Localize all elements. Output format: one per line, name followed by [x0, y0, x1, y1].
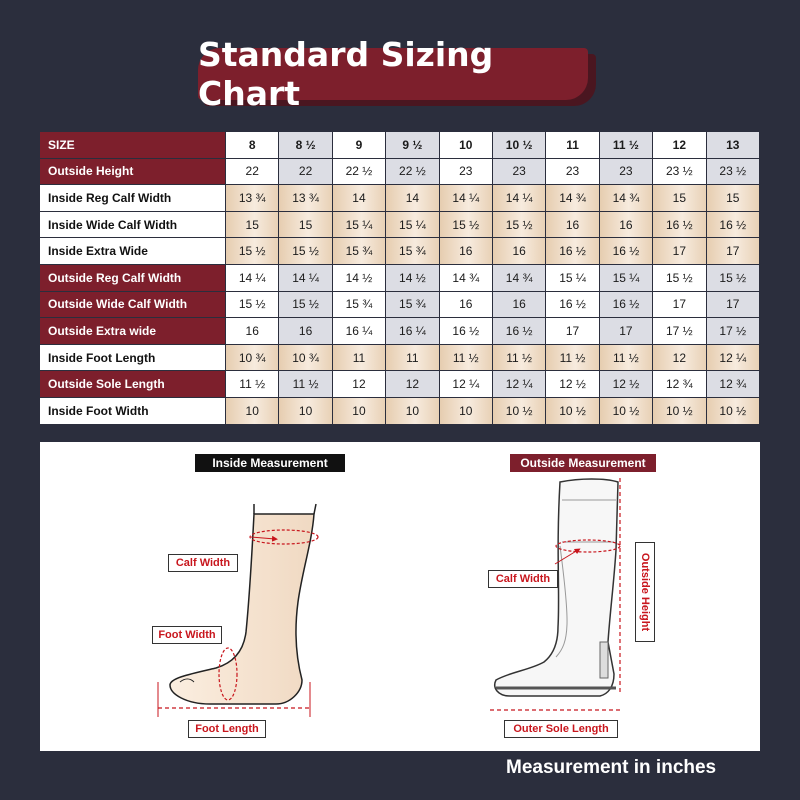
size-header-cell: 8 ½: [279, 132, 332, 159]
table-cell: 12 ¾: [707, 371, 760, 398]
table-cell: 10: [226, 398, 279, 425]
size-header-cell: 11 ½: [600, 132, 653, 159]
outside-height-label-text: Outside Height: [639, 552, 651, 632]
table-cell: 12 ¼: [493, 371, 546, 398]
table-cell: 16 ½: [707, 212, 760, 239]
table-cell: 11 ½: [546, 345, 599, 372]
table-cell: 11 ½: [600, 345, 653, 372]
page-title: Standard Sizing Chart: [198, 48, 588, 100]
table-cell: 14 ¼: [440, 185, 493, 212]
size-header-cell: 11: [546, 132, 599, 159]
table-cell: 14: [386, 185, 439, 212]
table-cell: 14 ¾: [440, 265, 493, 292]
table-cell: 12: [653, 345, 706, 372]
table-cell: 12 ½: [600, 371, 653, 398]
table-cell: 15 ½: [493, 212, 546, 239]
table-cell: 14 ¼: [226, 265, 279, 292]
table-cell: 12 ½: [546, 371, 599, 398]
table-cell: 12: [386, 371, 439, 398]
units-note: Measurement in inches: [506, 757, 717, 778]
table-cell: 23 ½: [707, 159, 760, 186]
table-cell: 16 ½: [600, 238, 653, 265]
table-cell: 15 ½: [226, 238, 279, 265]
table-cell: 16: [546, 212, 599, 239]
table-cell: 15 ½: [440, 212, 493, 239]
table-cell: 15 ½: [707, 265, 760, 292]
table-cell: 16 ½: [546, 238, 599, 265]
table-cell: 17: [546, 318, 599, 345]
table-cell: 14 ¾: [493, 265, 546, 292]
table-cell: 15 ½: [653, 265, 706, 292]
row-label: Inside Foot Width: [40, 398, 226, 425]
table-cell: 22: [279, 159, 332, 186]
table-cell: 22: [226, 159, 279, 186]
table-cell: 10: [386, 398, 439, 425]
table-cell: 16: [279, 318, 332, 345]
table-cell: 16 ½: [440, 318, 493, 345]
table-cell: 23: [493, 159, 546, 186]
table-cell: 11 ½: [279, 371, 332, 398]
outer-sole-length-label: Outer Sole Length: [504, 720, 618, 738]
table-cell: 16: [226, 318, 279, 345]
table-cell: 14 ½: [386, 265, 439, 292]
table-cell: 16: [440, 238, 493, 265]
size-header-cell: 9: [333, 132, 386, 159]
table-cell: 11 ½: [226, 371, 279, 398]
inside-foot-width-label: Foot Width: [152, 626, 222, 644]
size-header-cell: 13: [707, 132, 760, 159]
table-cell: 17: [707, 292, 760, 319]
size-header-cell: 9 ½: [386, 132, 439, 159]
table-cell: 16: [600, 212, 653, 239]
table-row: [40, 159, 760, 186]
table-cell: 17 ½: [653, 318, 706, 345]
outside-measurement-title: Outside Measurement: [510, 454, 656, 472]
table-cell: 11: [333, 345, 386, 372]
table-row: [40, 292, 760, 319]
table-row: [40, 238, 760, 265]
table-cell: 16: [493, 238, 546, 265]
row-label: Inside Extra Wide: [40, 238, 226, 265]
table-cell: 13 ¾: [226, 185, 279, 212]
table-cell: 14 ¼: [279, 265, 332, 292]
table-row: [40, 265, 760, 292]
table-cell: 10 ½: [707, 398, 760, 425]
table-cell: 15 ¼: [546, 265, 599, 292]
leg-illustration: [170, 504, 316, 704]
outside-calf-width-label: Calf Width: [488, 570, 558, 588]
table-cell: 15 ½: [279, 238, 332, 265]
outside-height-label: [635, 542, 655, 642]
table-cell: 11 ½: [440, 345, 493, 372]
table-cell: 10: [440, 398, 493, 425]
table-cell: 15 ¾: [386, 292, 439, 319]
table-cell: 15 ½: [279, 292, 332, 319]
size-header-cell: 8: [226, 132, 279, 159]
measurement-panel: [40, 442, 760, 751]
table-cell: 16 ½: [653, 212, 706, 239]
row-label: Outside Height: [40, 159, 226, 186]
table-cell: 14 ¾: [546, 185, 599, 212]
table-cell: 17: [600, 318, 653, 345]
table-cell: 22 ½: [333, 159, 386, 186]
table-cell: 23 ½: [653, 159, 706, 186]
table-cell: 16 ½: [600, 292, 653, 319]
table-cell: 15 ¼: [386, 212, 439, 239]
table-row: [40, 212, 760, 239]
table-cell: 23: [546, 159, 599, 186]
inside-calf-width-label: Calf Width: [168, 554, 238, 572]
row-label: Outside Sole Length: [40, 371, 226, 398]
table-row: [40, 345, 760, 372]
table-cell: 14: [333, 185, 386, 212]
table-cell: 12 ¾: [653, 371, 706, 398]
table-cell: 10: [279, 398, 332, 425]
table-cell: 15 ¾: [333, 238, 386, 265]
inside-foot-length-label: Foot Length: [188, 720, 266, 738]
table-cell: 15 ¾: [333, 292, 386, 319]
table-cell: 10 ¾: [279, 345, 332, 372]
table-cell: 17: [653, 292, 706, 319]
table-cell: 11: [386, 345, 439, 372]
table-cell: 10: [333, 398, 386, 425]
table-cell: 14 ¼: [493, 185, 546, 212]
row-label: Inside Reg Calf Width: [40, 185, 226, 212]
size-header-label: SIZE: [40, 132, 226, 159]
table-cell: 16 ½: [493, 318, 546, 345]
size-header-row: [40, 132, 760, 159]
table-cell: 10 ½: [493, 398, 546, 425]
sizing-table: [40, 132, 760, 425]
title-banner: [198, 35, 596, 113]
size-header-cell: 10: [440, 132, 493, 159]
row-label: Outside Extra wide: [40, 318, 226, 345]
table-cell: 16: [493, 292, 546, 319]
table-cell: 15: [279, 212, 332, 239]
table-cell: 16 ¼: [386, 318, 439, 345]
table-cell: 17: [707, 238, 760, 265]
table-cell: 12 ¼: [440, 371, 493, 398]
table-cell: 15 ½: [226, 292, 279, 319]
size-header-cell: 12: [653, 132, 706, 159]
table-cell: 16 ¼: [333, 318, 386, 345]
row-label: Outside Reg Calf Width: [40, 265, 226, 292]
table-cell: 14 ¾: [600, 185, 653, 212]
table-row: [40, 398, 760, 425]
table-cell: 12: [333, 371, 386, 398]
table-cell: 16 ½: [546, 292, 599, 319]
table-cell: 14 ½: [333, 265, 386, 292]
table-cell: 15: [653, 185, 706, 212]
table-cell: 13 ¾: [279, 185, 332, 212]
table-row: [40, 371, 760, 398]
table-cell: 15: [226, 212, 279, 239]
table-cell: 10 ½: [653, 398, 706, 425]
row-label: Outside Wide Calf Width: [40, 292, 226, 319]
inside-measurement-title: Inside Measurement: [195, 454, 345, 472]
table-cell: 17: [653, 238, 706, 265]
table-cell: 15 ¼: [333, 212, 386, 239]
table-cell: 10 ¾: [226, 345, 279, 372]
table-row: [40, 185, 760, 212]
size-header-cell: 10 ½: [493, 132, 546, 159]
table-cell: 23: [600, 159, 653, 186]
table-cell: 11 ½: [493, 345, 546, 372]
table-cell: 12 ¼: [707, 345, 760, 372]
table-cell: 23: [440, 159, 493, 186]
table-cell: 17 ½: [707, 318, 760, 345]
row-label: Inside Foot Length: [40, 345, 226, 372]
row-label: Inside Wide Calf Width: [40, 212, 226, 239]
table-cell: 15: [707, 185, 760, 212]
table-cell: 15 ¼: [600, 265, 653, 292]
table-cell: 22 ½: [386, 159, 439, 186]
table-cell: 16: [440, 292, 493, 319]
table-row: [40, 318, 760, 345]
table-cell: 15 ¾: [386, 238, 439, 265]
table-cell: 10 ½: [600, 398, 653, 425]
table-cell: 10 ½: [546, 398, 599, 425]
